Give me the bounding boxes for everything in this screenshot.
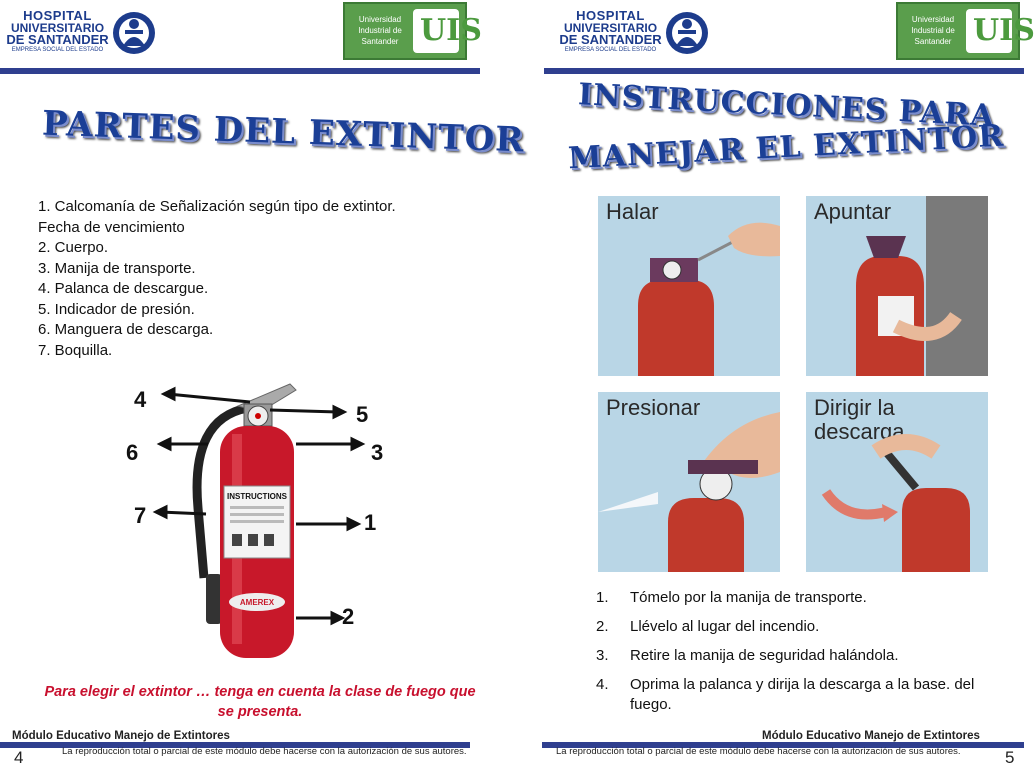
footer-reproduction-notice: La reproducción total o parcial de este módulo debe hacerse con la autorización de sus autores. <box>62 746 467 757</box>
photo-label: Dirigir la descarga <box>814 395 905 444</box>
list-item: 5. Indicador de presión. <box>38 300 195 318</box>
uis-logo-line1: Universidad <box>911 15 955 24</box>
page-title-line1: INSTRUCCIONES PARA <box>577 77 996 134</box>
page-number: 5 <box>1005 748 1015 767</box>
photo-presionar <box>598 392 780 572</box>
callout-7: 7 <box>134 503 147 528</box>
uis-logo-line2: Industrial de <box>911 26 955 35</box>
uis-logo-line1: Universidad <box>358 15 402 24</box>
hospital-logo <box>5 8 155 64</box>
header-band <box>544 68 1024 74</box>
list-item: 6. Manguera de descarga. <box>38 321 214 338</box>
uis-logo-line3: Santander <box>361 37 399 46</box>
uis-logo-line2: Industrial de <box>358 26 402 35</box>
callout-4: 4 <box>134 387 147 412</box>
hospital-logo-line4: EMPRESA SOCIAL DEL ESTADO <box>11 47 104 53</box>
footer-module-title: Módulo Educativo Manejo de Extintores <box>12 730 230 742</box>
callout-3: 3 <box>371 440 384 465</box>
photo-dirigir <box>806 392 988 572</box>
uis-emblem-icon: UIS <box>966 9 1012 53</box>
svg-text:INSTRUCTIONS: INSTRUCTIONS <box>227 492 287 501</box>
photo-label: Halar <box>606 199 659 224</box>
callout-6: 6 <box>126 440 139 465</box>
svg-text:AMEREX: AMEREX <box>239 598 275 607</box>
list-item: 4. Palanca de descargue. <box>38 280 209 297</box>
right-page <box>512 0 1035 768</box>
uis-logo-line3: Santander <box>914 37 952 46</box>
callout-1: 1 <box>364 510 377 535</box>
footer-reproduction-notice: La reproducción total o parcial de este módulo debe hacerse con la autorización de sus autores. <box>556 746 961 757</box>
page-number: 4 <box>14 748 24 767</box>
parts-list <box>38 197 478 361</box>
list-item: 7. Boquilla. <box>38 341 113 359</box>
list-item: 3. Retire la manija de seguridad halándola. <box>596 647 899 664</box>
hospital-logo-line1: HOSPITAL <box>576 8 645 23</box>
footer-module-title: Módulo Educativo Manejo de Extintores <box>762 730 980 742</box>
photo-halar <box>598 196 780 376</box>
photo-apuntar <box>806 196 988 376</box>
hospital-emblem-icon <box>664 10 710 56</box>
page-title-line2: MANEJAR EL EXTINTOR <box>567 118 1005 177</box>
hospital-emblem-icon <box>111 10 157 56</box>
hospital-logo-line2: UNIVERSITARIO <box>563 21 658 35</box>
callout-2: 2 <box>342 604 355 629</box>
uis-emblem-icon: UIS <box>413 9 459 53</box>
hospital-logo-line3: DE SANTANDER <box>559 32 662 47</box>
nozzle-shape <box>206 574 222 624</box>
instruction-steps <box>592 588 1012 724</box>
list-item: 2. Llévelo al lugar del incendio. <box>596 618 820 635</box>
callout-5: 5 <box>356 402 369 427</box>
photo-label: Apuntar <box>814 199 892 224</box>
list-item: 3. Manija de transporte. <box>38 259 196 277</box>
list-item: Fecha de vencimiento <box>38 218 185 236</box>
photo-label: Presionar <box>606 395 701 420</box>
hospital-logo-line2: UNIVERSITARIO <box>10 21 105 35</box>
list-item: 1. Calcomanía de Señalización según tipo de extintor. <box>38 198 396 215</box>
selection-note: Para elegir el extintor … tenga en cuenta la clase de fuego que se presenta. <box>44 684 476 720</box>
list-item: 4. Oprima la palanca y dirija la descarga a la base. del fuego. <box>596 676 975 713</box>
header-band <box>0 68 480 74</box>
uis-logo <box>896 2 1035 60</box>
hospital-logo-line3: DE SANTANDER <box>6 32 109 47</box>
hospital-logo <box>558 8 708 64</box>
page-title: PARTES DEL EXTINTOR <box>41 103 526 161</box>
list-item: 1. Tómelo por la manija de transporte. <box>596 589 867 606</box>
uis-logo <box>343 2 482 60</box>
hospital-logo-line4: EMPRESA SOCIAL DEL ESTADO <box>564 47 657 53</box>
list-item: 2. Cuerpo. <box>38 239 109 256</box>
hospital-logo-line1: HOSPITAL <box>23 8 92 23</box>
